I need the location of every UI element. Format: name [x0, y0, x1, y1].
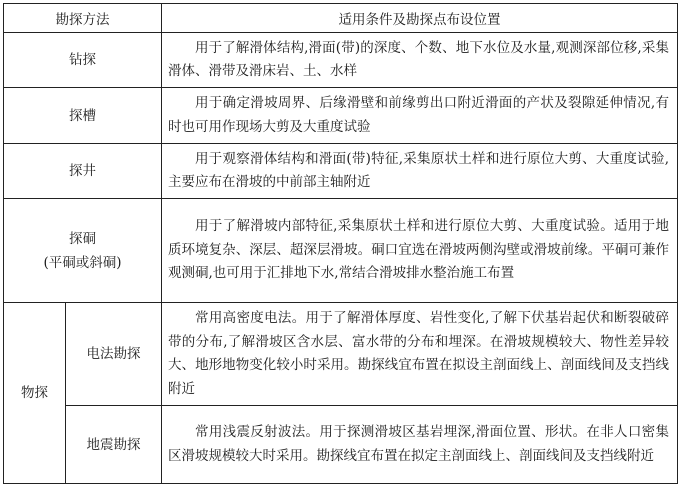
table-row — [4, 33, 678, 88]
method-cell: 电法勘探 — [66, 303, 162, 406]
method-cell — [4, 199, 162, 303]
description-cell: 用于确定滑坡周界、后缘滑壁和前缘剪出口附近滑面的产状及裂隙延伸情况,有时也可用作现场大剪及大重度试验 — [162, 88, 678, 144]
table-header-row — [4, 4, 678, 33]
method-cell: 钻探 — [4, 33, 162, 88]
method-cell: 地震勘探 — [66, 406, 162, 484]
description-cell: 常用浅震反射波法。用于探测滑坡区基岩埋深,滑面位置、形状。在非人口密集区滑坡规模较大时采用。勘探线宜布置在拟定主剖面线上、剖面线间及支挡线附近 — [162, 406, 678, 484]
table-row — [4, 88, 678, 144]
table-row — [4, 406, 678, 484]
table-row — [4, 144, 678, 199]
header-conditions: 适用条件及勘探点布设位置 — [162, 4, 678, 33]
table-row — [4, 303, 678, 406]
description-cell: 常用高密度电法。用于了解滑体厚度、岩性变化,了解下伏基岩起伏和断裂破碎带的分布,了解滑坡区含水层、富水带的分布和埋深。在滑坡规模较大、物性差异较大、地形地物变化较小时采用。勘探线宜布置在拟设主剖面线上、剖面线间及支挡线附近 — [162, 303, 678, 406]
method-note: (平硐或斜硐) — [43, 254, 122, 271]
description-cell: 用于了解滑体结构,滑面(带)的深度、个数、地下水位及水量,观测深部位移,采集滑体、滑带及滑床岩、土、水样 — [162, 33, 678, 88]
method-cell: 探井 — [4, 144, 162, 199]
table-row — [4, 199, 678, 303]
geophysics-label: 物探 — [4, 303, 66, 484]
method-label: 探硐 — [69, 230, 96, 247]
method-cell: 探槽 — [4, 88, 162, 144]
survey-methods-table — [3, 3, 678, 484]
header-method: 勘探方法 — [4, 4, 162, 33]
description-cell: 用于了解滑坡内部特征,采集原状土样和进行原位大剪、大重度试验。适用于地质环境复杂、深层、超深层滑坡。硐口宜选在滑坡两侧沟壁或滑坡前缘。平硐可兼作观测硐,也可用于汇排地下水,常结合滑坡排水整治施工布置 — [162, 199, 678, 303]
description-cell: 用于观察滑体结构和滑面(带)特征,采集原状土样和进行原位大剪、大重度试验,主要应布在滑坡的中前部主轴附近 — [162, 144, 678, 199]
